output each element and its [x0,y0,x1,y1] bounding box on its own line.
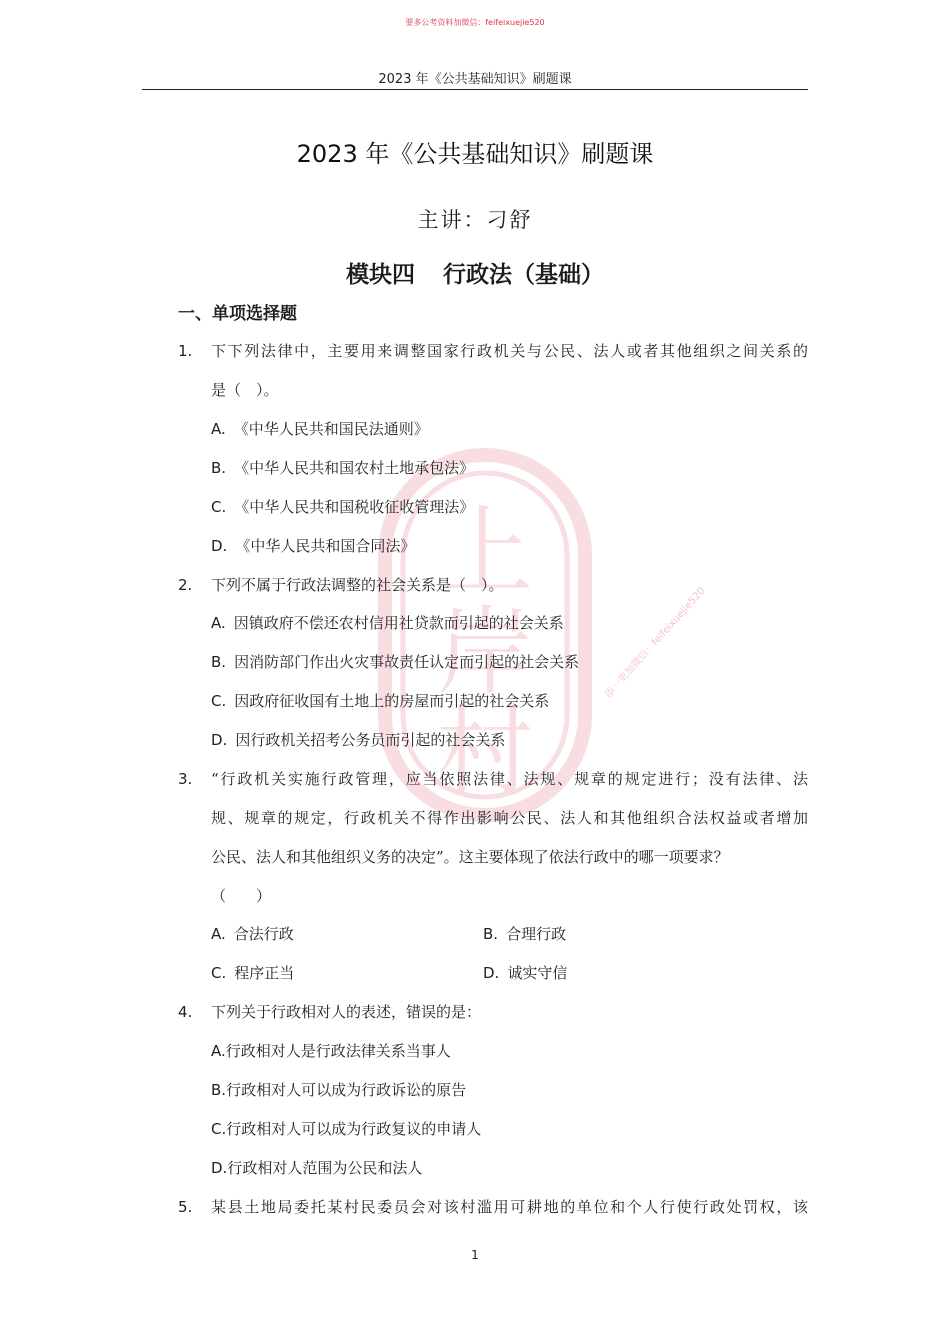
option-text: 行政相对人是行政法律关系当事人 [225,1042,451,1060]
option-c [211,962,294,983]
option-text: 《中华人民共和国合同法》 [235,537,416,555]
option-a [211,923,294,944]
option-text: 程序正当 [234,964,295,982]
seal-char-1: 上 [437,496,533,608]
page-title: 2023 年《公共基础知识》刷题课 [296,140,654,168]
diagonal-watermark-text: 添一更加微信：feifeixuejie520 [602,585,708,701]
option-text: 合理行政 [506,925,567,943]
question-stem-line: 下列关于行政相对人的表述，错误的是： [211,1003,482,1021]
question-stem-line: 规、规章的规定，行政机关不得作出影响公民、法人和其他组织合法权益或者增加 [211,809,808,827]
running-header: 2023 年《公共基础知识》刷题课 [378,72,572,87]
seal-char-3: 村 [437,696,533,808]
option-label: A. [211,614,226,632]
option-label: D. [483,964,500,982]
option-b [483,923,566,944]
option-text: 行政相对人可以成为行政诉讼的原告 [226,1081,467,1099]
question-stem-line: 某县土地局委托某村民委员会对该村滥用可耕地的单位和个人行使行政处罚权，该 [211,1198,808,1216]
option-label: B. [211,653,227,671]
module-heading [0,256,950,289]
header-divider [142,89,808,90]
page-number: 1 [471,1248,479,1262]
question-number: 3. [178,770,193,788]
option-label: B. [483,925,499,943]
option-d [483,962,567,983]
question-number: 2. [178,576,193,594]
question-stem-line: 公民、法人和其他组织义务的决定”。这主要体现了依法行政中的哪一项要求？ [211,848,729,866]
option-a [211,1040,451,1061]
option-d [211,1157,422,1178]
option-text: 《中华人民共和国农村土地承包法》 [234,459,475,477]
option-b [211,1079,466,1100]
option-label: D. [211,537,228,555]
option-label: D. [211,731,228,749]
option-d [211,535,415,556]
option-label: C. [211,498,227,516]
option-b [211,457,474,478]
option-text: 因镇政府不偿还农村信用社贷款而引起的社会关系 [233,614,564,632]
option-text: 《中华人民共和国民法通则》 [233,420,429,438]
option-text: 合法行政 [233,925,294,943]
question-stem-line: （ ） [211,887,272,905]
option-text: 《中华人民共和国税收征收管理法》 [234,498,475,516]
option-label: A. [211,420,226,438]
question-stem-line: 是（ ）。 [211,381,279,399]
option-a [211,418,429,439]
option-text: 行政相对人可以成为行政复议的申请人 [226,1120,482,1138]
option-c [211,496,474,517]
option-text: 因消防部门作出火灾事故责任认定而引起的社会关系 [234,653,580,671]
option-label: A. [211,1042,226,1060]
option-c [211,1118,481,1139]
question-number: 5. [178,1198,193,1216]
option-text: 因行政机关招考公务员而引起的社会关系 [235,731,506,749]
top-note: 要多公考资料加微信：feifeixuejie520 [405,18,545,27]
option-text: 因政府征收国有土地上的房屋而引起的社会关系 [234,692,550,710]
option-d [211,729,505,750]
seal-char-2: 岸 [437,596,533,708]
lecturer: 主讲：刁舒 [417,208,533,232]
question-stem-line: 下下列法律中，主要用来调整国家行政机关与公民、法人或者其他组织之间关系的 [211,342,808,360]
question-stem-line: “行政机关实施行政管理，应当依照法律、法规、规章的规定进行；没有法律、法 [211,770,808,788]
question-number: 4. [178,1003,193,1021]
option-label: B. [211,459,227,477]
option-text: 诚实守信 [507,964,568,982]
option-b [211,651,579,672]
option-label: D. [211,1159,228,1177]
option-label: C. [211,1120,227,1138]
question-stem-line: 下列不属于行政法调整的社会关系是（ ）。 [211,576,504,594]
option-a [211,612,564,633]
option-label: C. [211,692,227,710]
module-topic: 行政法（基础） [443,262,604,288]
option-text: 行政相对人范围为公民和法人 [227,1159,423,1177]
option-label: C. [211,964,227,982]
option-label: B. [211,1081,227,1099]
option-label: A. [211,925,226,943]
section-title: 一、单项选择题 [178,304,297,324]
option-c [211,690,549,711]
question-number: 1. [178,342,193,360]
module-number: 模块四 [346,262,415,288]
